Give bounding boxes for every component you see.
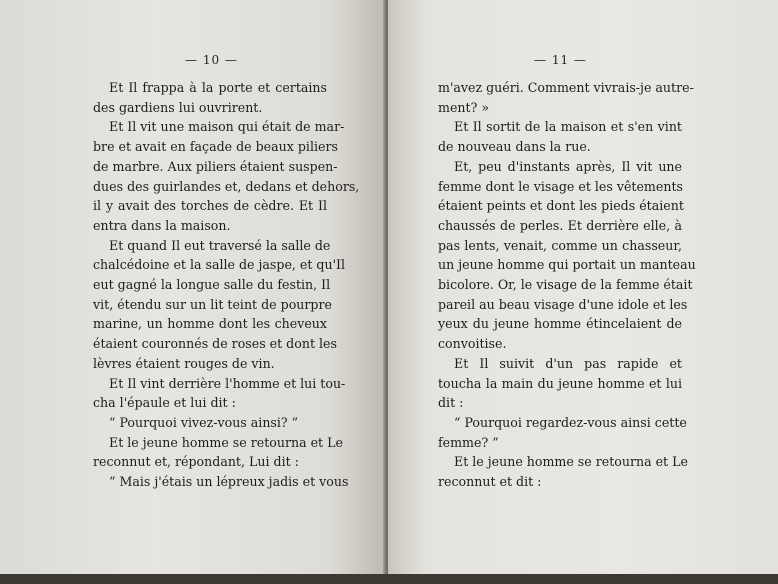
text-line: entra dans la maison. [93,217,231,233]
text-line: Et le jeune homme se retourna et Le [109,434,343,450]
text-line: Et Il vit une maison qui était de mar- [109,119,345,135]
right-page [388,0,778,578]
text-line: reconnut et, répondant, Lui dit : [93,454,299,470]
left-page [0,0,386,576]
text-line: chaussés de perles. Et derrière elle, à [438,217,682,233]
text-line: Et Il vint derrière l'homme et lui tou- [109,375,346,391]
text-line: toucha la main du jeune homme et lui [438,375,682,391]
text-line: marine, un homme dont les cheveux [93,316,327,332]
text-line: femme? ” [438,434,499,450]
text-line: convoitise. [438,336,507,352]
text-line: il y avait des torches de cèdre. Et Il [93,198,327,214]
text-line: pareil au beau visage d'une idole et les [438,296,688,312]
text-line: eut gagné la longue salle du festin, Il [93,277,331,293]
text-line: cha l'épaule et lui dit : [93,395,236,411]
text-line: m'avez guéri. Comment vivrais-je autre- [438,80,694,95]
right-page-text [438,78,696,492]
text-line: dues des guirlandes et, dedans et dehors, [93,178,360,194]
text-line: chalcédoine et la salle de jaspe, et qu'Il [93,257,346,273]
text-line: des gardiens lui ouvrirent. [93,99,263,115]
text-line: pas lents, venait, comme un chasseur, [438,237,682,253]
text-line: “ Mais j'étais un lépreux jadis et vous [109,474,349,490]
text-line: étaient couronnés de roses et dont les [93,336,337,352]
text-line: bicolore. Or, le visage de la femme était [438,277,693,293]
page-number-right: — 11 — [534,53,587,67]
text-line: femme dont le visage et les vêtements [438,178,683,194]
left-page-text [93,78,360,492]
text-line: dit : [438,395,464,411]
text-line: Et, peu d'instants après, Il vit une [454,158,682,174]
text-line: “ Pourquoi vivez-vous ainsi? ” [109,414,299,430]
text-line: Et Il suivit d'un pas rapide et [454,355,682,371]
text-line: yeux du jeune homme étincelaient de [438,316,682,332]
text-line: de nouveau dans la rue. [438,139,591,155]
text-line: ment? » [438,99,490,115]
text-line: étaient peints et dont les pieds étaient [438,198,684,214]
text-line: Et quand Il eut traversé la salle de [109,237,331,253]
text-line: Et Il sortit de la maison et s'en vint [454,119,682,135]
table-surface [0,574,778,584]
text-line: “ Pourquoi regardez-vous ainsi cette [454,414,687,430]
text-line: Et le jeune homme se retourna et Le [454,454,688,470]
page-number-left: — 10 — [185,53,238,67]
text-line: vit, étendu sur un lit teint de pourpre [93,296,332,312]
text-line: lèvres étaient rouges de vin. [93,355,275,371]
text-line: Et Il frappa à la porte et certains [109,80,327,95]
text-line: un jeune homme qui portait un manteau [438,257,696,273]
text-line: de marbre. Aux piliers étaient suspen- [93,158,338,174]
text-line: reconnut et dit : [438,474,542,490]
text-line: bre et avait en façade de beaux piliers [93,139,338,155]
